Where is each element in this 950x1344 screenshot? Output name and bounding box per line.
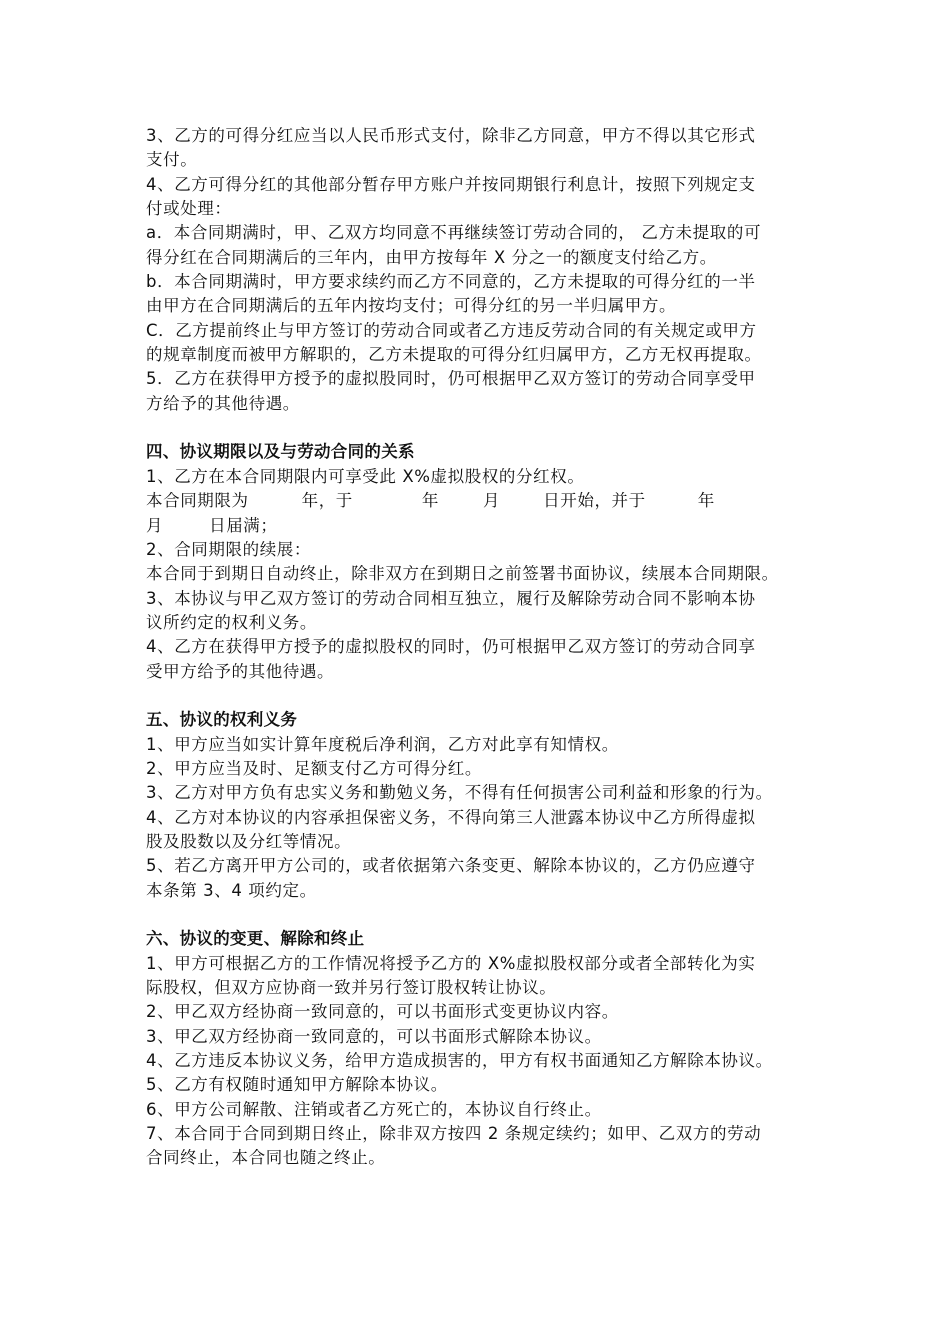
- text-line: 3、本协议与甲乙双方签订的劳动合同相互独立，履行及解除劳动合同不影响本协: [146, 588, 756, 608]
- term-line: [146, 489, 826, 513]
- text-line: 3、甲乙双方经协商一致同意的，可以书面形式解除本协议。: [146, 1026, 602, 1046]
- text-line: 2、甲方应当及时、足额支付乙方可得分红。: [146, 758, 482, 778]
- text-line: 际股权，但双方应协商一致并另行签订股权转让协议。: [146, 978, 557, 998]
- text-line: 本条第 3、4 项约定。: [146, 880, 317, 900]
- text-line: 3、乙方对甲方负有忠实义务和勤勉义务，不得有任何损害公司利益和形象的行为。: [146, 783, 773, 803]
- text-line: 由甲方在合同期满后的五年内按均支付；可得分红的另一半归属甲方。: [146, 296, 677, 316]
- text-line: 2、合同期限的续展：: [146, 539, 311, 559]
- text-line: 7、本合同于合同到期日终止，除非双方按四 2 条规定续约；如甲、乙双方的劳动: [146, 1124, 762, 1144]
- text-line: 受甲方给予的其他待遇。: [146, 661, 335, 681]
- paragraph-gap: [146, 684, 826, 708]
- text-line: 合同终止，本合同也随之终止。: [146, 1148, 386, 1168]
- text-line: 股及股数以及分红等情况。: [146, 831, 352, 851]
- document-body: [146, 124, 826, 1171]
- paragraph-gap: [146, 903, 826, 927]
- text-line: 3、乙方的可得分红应当以人民币形式支付，除非乙方同意，甲方不得以其它形式: [146, 126, 756, 145]
- text-line: 4、乙方违反本协议义务，给甲方造成损害的，甲方有权书面通知乙方解除本协议。: [146, 1051, 773, 1071]
- term-text: 月: [146, 515, 164, 535]
- text-line: 6、甲方公司解散、注销或者乙方死亡的，本协议自行终止。: [146, 1099, 602, 1119]
- term-text: 日开始，并于: [543, 491, 646, 511]
- paragraph-gap: [146, 416, 826, 440]
- text-line: a．本合同期满时，甲、乙双方均同意不再继续签订劳动合同的， 乙方未提取的可: [146, 223, 762, 243]
- text-line: 4、乙方对本协议的内容承担保密义务，不得向第三人泄露本协议中乙方所得虚拟: [146, 807, 756, 827]
- text-line: 支付。: [146, 150, 198, 170]
- text-line: 议所约定的权利义务。: [146, 612, 317, 632]
- text-line: 4、乙方在获得甲方授予的虚拟股权的同时，仍可根据甲乙双方签订的劳动合同享: [146, 637, 756, 657]
- text-line: 1、乙方在本合同期限内可享受此 X%虚拟股权的分红权。: [146, 466, 585, 486]
- text-line: 2、甲乙双方经协商一致同意的，可以书面形式变更协议内容。: [146, 1002, 619, 1022]
- text-line: 付或处理：: [146, 199, 232, 219]
- term-text: 年: [697, 491, 715, 511]
- text-line: 5．乙方在获得甲方授予的虚拟股同时，仍可根据甲乙双方签订的劳动合同享受甲: [146, 369, 756, 389]
- term-text: 年，于: [301, 491, 353, 511]
- section-heading: 六、协议的变更、解除和终止: [146, 929, 365, 949]
- text-line: 5、乙方有权随时通知甲方解除本协议。: [146, 1075, 448, 1095]
- text-line: 4、乙方可得分红的其他部分暂存甲方账户并按同期银行利息计，按照下列规定支: [146, 174, 756, 194]
- section-heading: 五、协议的权利义务: [146, 710, 298, 730]
- term-line: [146, 514, 826, 538]
- term-text: 本合同期限为: [146, 491, 249, 511]
- text-line: 1、甲方应当如实计算年度税后净利润，乙方对此享有知情权。: [146, 734, 619, 754]
- section-heading: 四、协议期限以及与劳动合同的关系: [146, 442, 415, 462]
- term-text: 月: [483, 491, 501, 511]
- text-line: 本合同于到期日自动终止，除非双方在到期日之前签署书面协议，续展本合同期限。: [146, 564, 779, 584]
- text-line: C．乙方提前终止与甲方签订的劳动合同或者乙方违反劳动合同的有关规定或甲方: [146, 320, 757, 340]
- text-line: 的规章制度而被甲方解职的，乙方未提取的可得分红归属甲方，乙方无权再提取。: [146, 345, 762, 365]
- text-line: 得分红在合同期满后的三年内，由甲方按每年 X 分之一的额度支付给乙方。: [146, 247, 717, 267]
- term-text: 年: [421, 491, 440, 511]
- text-line: 5、若乙方离开甲方公司的，或者依据第六条变更、解除本协议的，乙方仍应遵守: [146, 856, 756, 876]
- term-text: 日届满；: [209, 515, 278, 535]
- text-line: 方给予的其他待遇。: [146, 393, 300, 413]
- text-line: 1、甲方可根据乙方的工作情况将授予乙方的 X%虚拟股权部分或者全部转化为实: [146, 953, 756, 973]
- text-line: b．本合同期满时，甲方要求续约而乙方不同意的，乙方未提取的可得分红的一半: [146, 272, 756, 292]
